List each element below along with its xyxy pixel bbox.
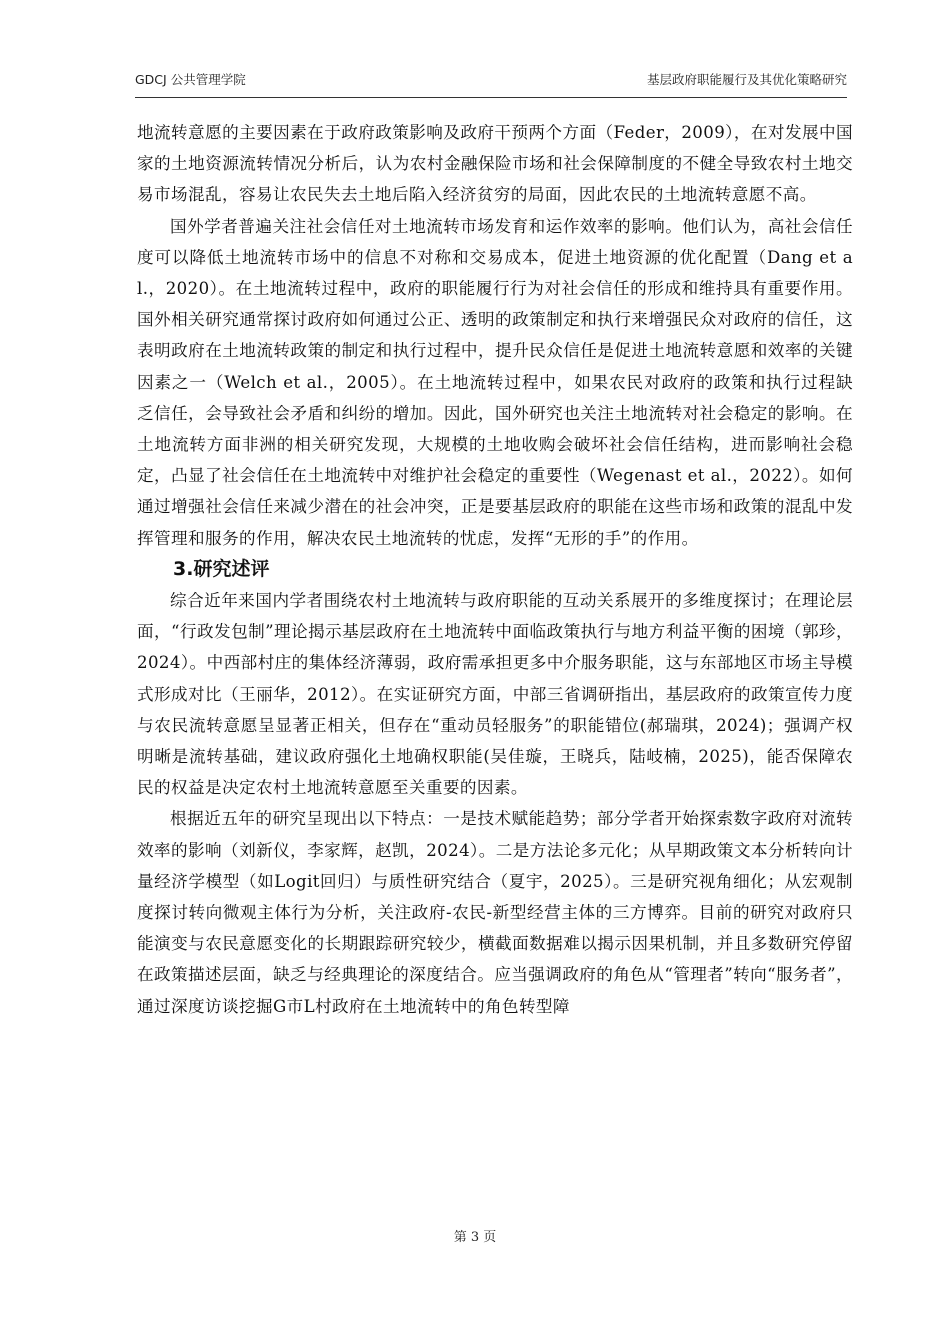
- page-body: [137, 117, 853, 1022]
- paragraph-review-features: 根据近五年的研究呈现出以下特点：一是技术赋能趋势；部分学者开始探索数字政府对流转效率的影响（刘新仪，李家辉，赵凯，2024）。二是方法论多元化；从早期政策文本分析转向计量经济学模型（如Logit回归）与质性研究结合（夏宇，2025）。三是研究视角细化；从宏观制度探讨转向微观主体行为分析，关注政府-农民-新型经营主体的三方博弈。目前的研究对政府只能演变与农民意愿变化的长期跟踪研究较少，横截面数据难以揭示因果机制，并且多数研究停留在政策描述层面，缺乏与经典理论的深度结合。应当强调政府的角色从“管理者”转向“服务者”，通过深度访谈挖掘G市L村政府在土地流转中的角色转型障: [137, 809, 853, 1016]
- page-number: 第 3 页: [453, 1230, 497, 1245]
- paragraph-review-summary: 综合近年来国内学者围绕农村土地流转与政府职能的互动关系展开的多维度探讨；在理论层面，“行政发包制”理论揭示基层政府在土地流转中面临政策执行与地方利益平衡的困境（郭珍，2024）。中西部村庄的集体经济薄弱，政府需承担更多中介服务职能，这与东部地区市场主导模式形成对比（王丽华，2012）。在实证研究方面，中部三省调研指出，基层政府的政策宣传力度与农民流转意愿呈显著正相关，但存在“重动员轻服务”的职能错位(郝瑞琪，2024)；强调产权明晰是流转基础，建议政府强化土地确权职能(吴佳璇，王晓兵，陆岐楠，2025)，能否保障农民的权益是决定农村土地流转意愿至关重要的因素。: [137, 591, 853, 798]
- header-thesis-title: 基层政府职能履行及其优化策略研究: [646, 72, 847, 87]
- paragraph-foreign-research: 国外学者普遍关注社会信任对土地流转市场发育和运作效率的影响。他们认为，高社会信任度可以降低土地流转市场中的信息不对称和交易成本，促进土地资源的优化配置（Dang et al.，2020）。在土地流转过程中，政府的职能履行行为对社会信任的形成和维持具有重要作用。国外相关研究通常探讨政府如何通过公正、透明的政策制定和执行来增强民众对政府的信任，这表明政府在土地流转政策的制定和执行过程中，提升民众信任是促进土地流转意愿和效率的关键因素之一（Welch et al.，2005）。在土地流转过程中，如果农民对政府的政策和执行过程缺乏信任，会导致社会矛盾和纠纷的增加。因此，国外研究也关注土地流转对社会稳定的影响。在土地流转方面非洲的相关研究发现，大规模的土地收购会破坏社会信任结构，进而影响社会稳定，凸显了社会信任在土地流转中对维护社会稳定的重要性（Wegenast et al.，2022）。如何通过增强社会信任来减少潜在的社会冲突，正是要基层政府的职能在这些市场和政策的混乱中发挥管理和服务的作用，解决农民土地流转的忧虑，发挥“无形的手”的作用。: [137, 216, 853, 548]
- header-institution: GDCJ 公共管理学院: [135, 72, 246, 87]
- page-header: [135, 66, 847, 88]
- header-divider: [135, 97, 847, 98]
- section-heading-review: 3.研究述评: [173, 557, 270, 580]
- paragraph-continuation: 地流转意愿的主要因素在于政府政策影响及政府干预两个方面（Feder，2009），在对发展中国家的土地资源流转情况分析后，认为农村金融保险市场和社会保障制度的不健全导致农村土地交易市场混乱，容易让农民失去土地后陷入经济贫穷的局面，因此农民的土地流转意愿不高。: [137, 123, 853, 205]
